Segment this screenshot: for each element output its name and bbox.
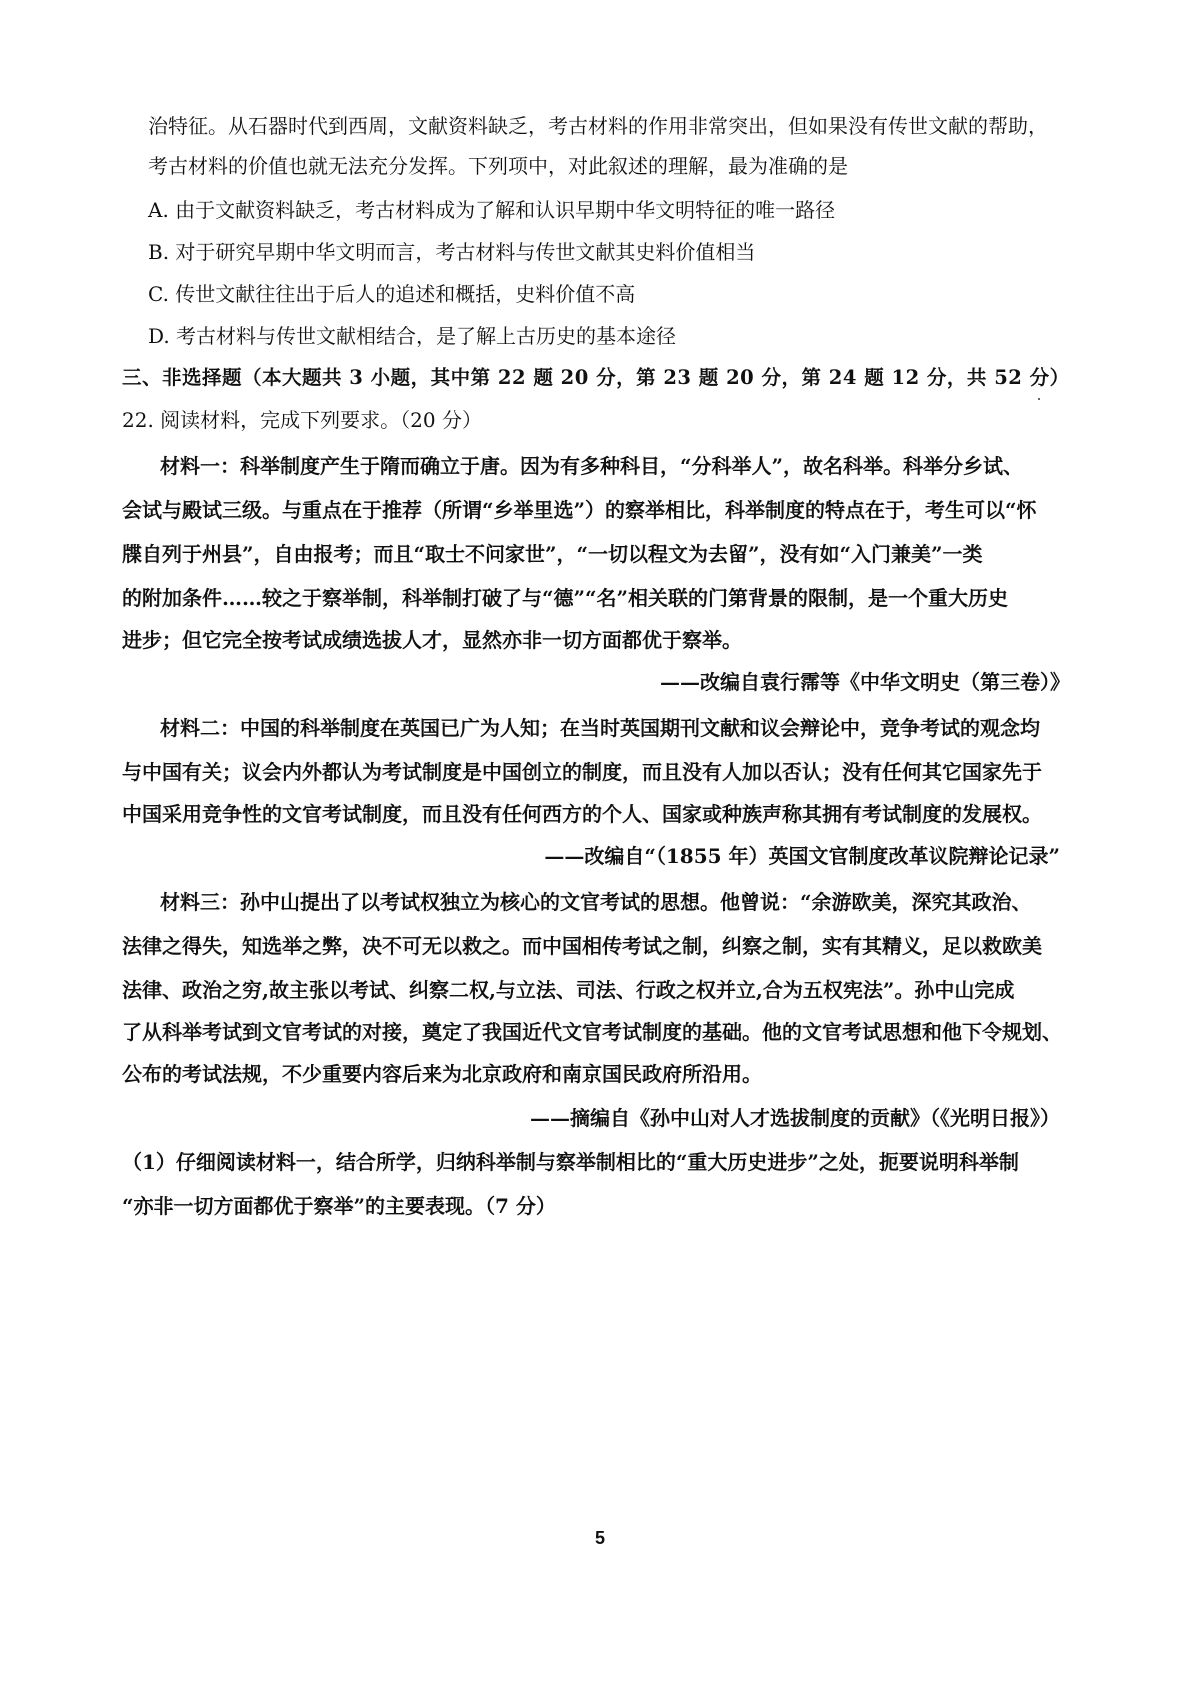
material-three-line: 材料三：孙中山提出了以考试权独立为核心的文官考试的思想。他曾说：“余游欧美，深究其政治、 (160, 890, 1032, 914)
material-one-line: 的附加条件……较之于察举制，科举制打破了与“德”“名”相关联的门第背景的限制，是一个重大历史 (122, 586, 1009, 610)
material-one-line: 材料一：科举制度产生于隋而确立于唐。因为有多种科目，“分科举人”，故名科举。科举分乡试、 (160, 454, 1024, 478)
section-heading: 三、非选择题（本大题共 3 小题，其中第 22 题 20 分，第 23 题 20 分，第 24 题 12 分，共 52 分） (122, 366, 1070, 389)
page-number: 5 (594, 1528, 605, 1548)
option-c: C. 传世文献往往出于后人的追述和概括，史料价值不高 (148, 282, 636, 306)
material-two-line: 与中国有关；议会内外都认为考试制度是中国创立的制度，而且没有人加以否认；没有任何其它国家先于 (122, 760, 1042, 784)
material-one-line: 进步；但它完全按考试成绩选拔人才，显然亦非一切方面都优于察举。 (122, 628, 742, 652)
material-two-line: 中国采用竞争性的文官考试制度，而且没有任何西方的个人、国家或种族声称其拥有考试制度的发展权。 (122, 802, 1042, 826)
scan-speck (1038, 398, 1040, 400)
option-d: D. 考古材料与传世文献相结合，是了解上古历史的基本途径 (148, 324, 677, 348)
sub-question-1-line: （1）仔细阅读材料一，结合所学，归纳科举制与察举制相比的“重大历史进步”之处，扼要说明科举制 (122, 1150, 1019, 1174)
question-22-title: 22. 阅读材料，完成下列要求。（20 分） (122, 408, 482, 432)
material-one-source: ——改编自袁行霈等《中华文明史（第三卷）》 (660, 670, 1070, 694)
material-two-line: 材料二：中国的科举制度在英国已广为人知；在当时英国期刊文献和议会辩论中，竞争考试的观念均 (160, 716, 1040, 740)
material-one-line: 牒自列于州县”，自由报考；而且“取士不问家世”，“一切以程文为去留”，没有如“入门兼美”一类 (122, 542, 983, 566)
material-three-line: 法律、政治之穷,故主张以考试、纠察二权,与立法、司法、行政之权并立,合为五权宪法”。孙中山完成 (122, 978, 1015, 1002)
question-stem-line: 治特征。从石器时代到西周，文献资料缺乏，考古材料的作用非常突出，但如果没有传世文献的帮助， (148, 114, 1048, 138)
option-a: A. 由于文献资料缺乏，考古材料成为了解和认识早期中华文明特征的唯一路径 (148, 198, 836, 222)
material-one-line: 会试与殿试三级。与重点在于推荐（所谓“乡举里选”）的察举相比，科举制度的特点在于，考生可以“怀 (122, 498, 1037, 522)
material-two-source: ——改编自“（1855 年）英国文官制度改革议院辩论记录” (544, 844, 1060, 868)
sub-question-1-line: “亦非一切方面都优于察举”的主要表现。（7 分） (122, 1194, 556, 1218)
option-b: B. 对于研究早期中华文明而言，考古材料与传世文献其史料价值相当 (148, 240, 756, 264)
material-three-source: ——摘编自《孙中山对人才选拔制度的贡献》（《光明日报》） (530, 1106, 1060, 1130)
question-stem-line: 考古材料的价值也就无法充分发挥。下列项中，对此叙述的理解，最为准确的是 (148, 154, 848, 178)
material-three-line: 法律之得失，知选举之弊，决不可无以救之。而中国相传考试之制，纠察之制，实有其精义，足以救欧美 (122, 934, 1042, 958)
material-three-line: 公布的考试法规，不少重要内容后来为北京政府和南京国民政府所沿用。 (122, 1062, 762, 1086)
material-three-line: 了从科举考试到文官考试的对接，奠定了我国近代文官考试制度的基础。他的文官考试思想和他下令规划、 (122, 1020, 1062, 1044)
